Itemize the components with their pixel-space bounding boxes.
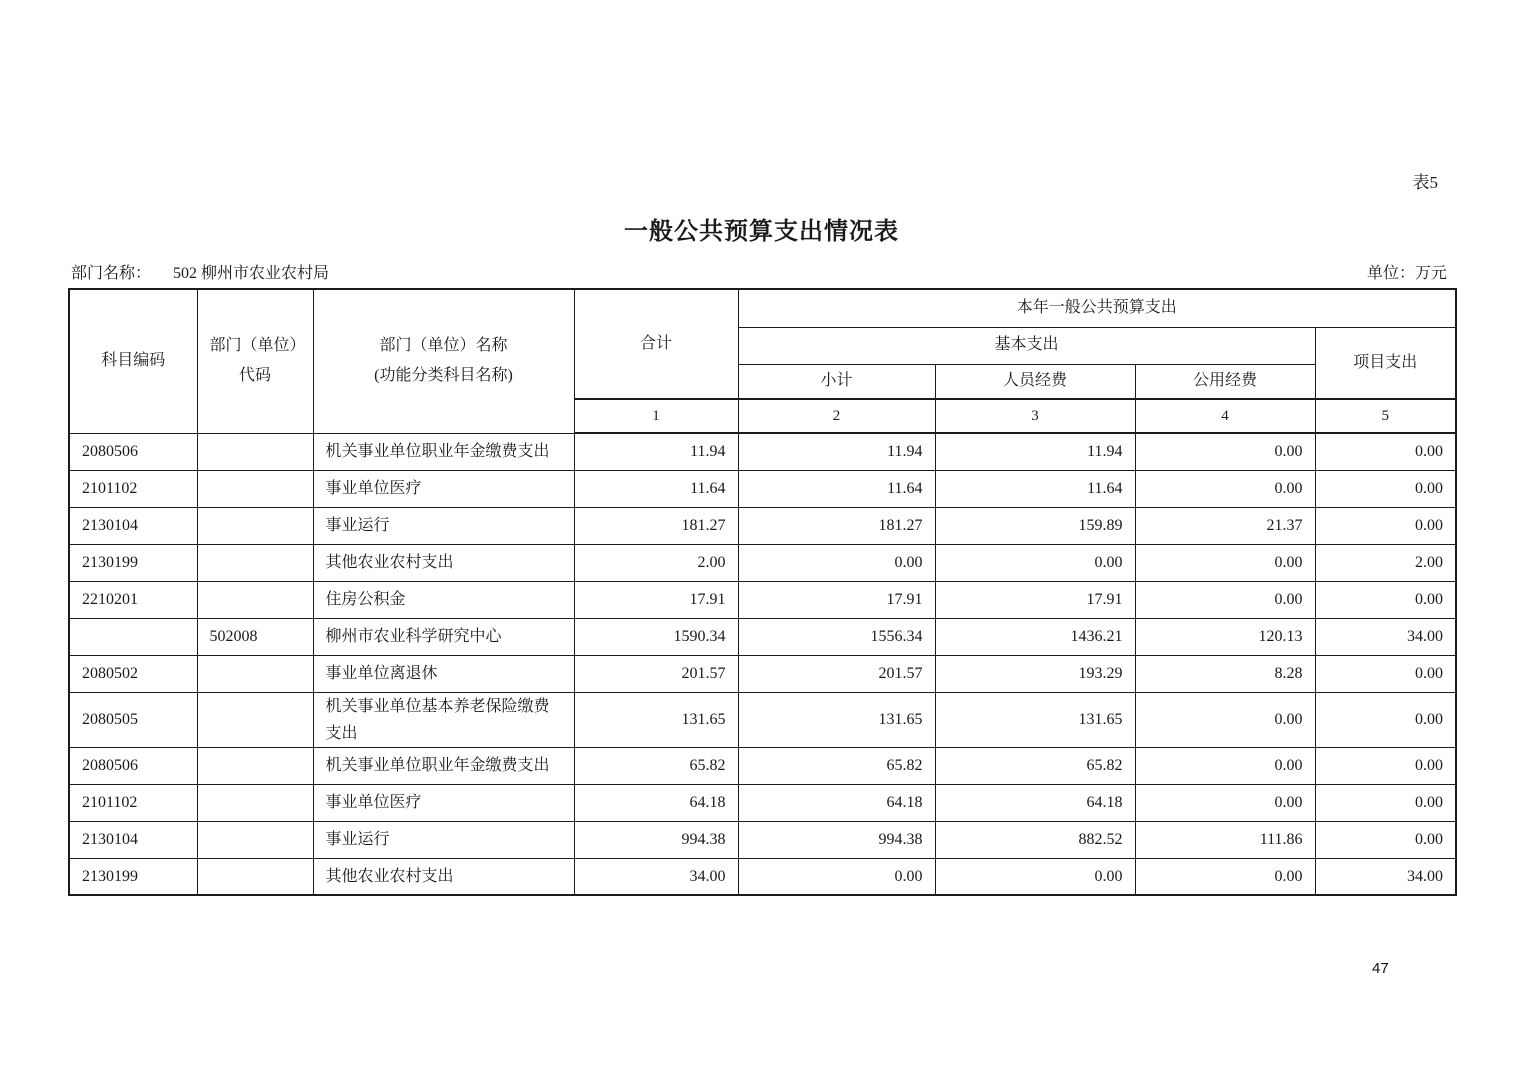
cell-personnel-expense: 882.52 <box>935 821 1135 858</box>
column-number: 1 <box>574 399 738 433</box>
cell-public-expense: 0.00 <box>1135 747 1315 784</box>
cell-dept-code <box>197 470 313 507</box>
table-row <box>69 618 1456 655</box>
cell-project-expense: 34.00 <box>1315 858 1456 895</box>
cell-project-expense: 0.00 <box>1315 433 1456 470</box>
cell-total: 11.64 <box>574 470 738 507</box>
table-row <box>69 581 1456 618</box>
cell-public-expense: 0.00 <box>1135 544 1315 581</box>
department-name <box>71 260 329 283</box>
cell-total: 201.57 <box>574 655 738 692</box>
cell-dept-code <box>197 507 313 544</box>
cell-name: 事业运行 <box>313 507 574 544</box>
table-row <box>69 692 1456 747</box>
cell-personnel-expense: 193.29 <box>935 655 1135 692</box>
header-total: 合计 <box>574 289 738 399</box>
cell-name: 其他农业农村支出 <box>313 544 574 581</box>
cell-subtotal: 181.27 <box>738 507 935 544</box>
cell-project-expense: 0.00 <box>1315 747 1456 784</box>
meta-row <box>71 260 1447 283</box>
cell-personnel-expense: 131.65 <box>935 692 1135 747</box>
table-row <box>69 544 1456 581</box>
cell-name: 事业单位离退休 <box>313 655 574 692</box>
cell-subject-code: 2080506 <box>69 747 197 784</box>
cell-dept-code <box>197 821 313 858</box>
cell-subject-code: 2130199 <box>69 544 197 581</box>
cell-dept-code <box>197 858 313 895</box>
cell-public-expense: 0.00 <box>1135 858 1315 895</box>
cell-personnel-expense: 1436.21 <box>935 618 1135 655</box>
cell-name: 事业单位医疗 <box>313 784 574 821</box>
cell-public-expense: 120.13 <box>1135 618 1315 655</box>
cell-subject-code: 2101102 <box>69 470 197 507</box>
department-label: 部门名称： <box>71 265 152 282</box>
cell-total: 11.94 <box>574 433 738 470</box>
cell-total: 64.18 <box>574 784 738 821</box>
cell-subtotal: 11.64 <box>738 470 935 507</box>
cell-public-expense: 0.00 <box>1135 692 1315 747</box>
budget-expenditure-table <box>68 288 1457 896</box>
cell-name: 住房公积金 <box>313 581 574 618</box>
header-dept-name: 部门（单位）名称 (功能分类科目名称) <box>313 289 574 433</box>
table-row <box>69 507 1456 544</box>
cell-subtotal: 131.65 <box>738 692 935 747</box>
cell-subtotal: 994.38 <box>738 821 935 858</box>
cell-name: 事业单位医疗 <box>313 470 574 507</box>
cell-total: 65.82 <box>574 747 738 784</box>
cell-dept-code <box>197 433 313 470</box>
cell-project-expense: 0.00 <box>1315 581 1456 618</box>
cell-subject-code: 2130104 <box>69 507 197 544</box>
table-row <box>69 470 1456 507</box>
cell-personnel-expense: 11.64 <box>935 470 1135 507</box>
cell-subtotal: 0.00 <box>738 544 935 581</box>
table-row <box>69 821 1456 858</box>
cell-dept-code <box>197 784 313 821</box>
cell-public-expense: 0.00 <box>1135 470 1315 507</box>
column-number: 5 <box>1315 399 1456 433</box>
cell-total: 34.00 <box>574 858 738 895</box>
cell-name: 事业运行 <box>313 821 574 858</box>
cell-total: 994.38 <box>574 821 738 858</box>
cell-dept-code <box>197 692 313 747</box>
cell-dept-code: 502008 <box>197 618 313 655</box>
cell-subject-code: 2080506 <box>69 433 197 470</box>
cell-name: 机关事业单位职业年金缴费支出 <box>313 747 574 784</box>
cell-dept-code <box>197 581 313 618</box>
header-basic-expenditure: 基本支出 <box>738 327 1315 364</box>
table-row <box>69 655 1456 692</box>
cell-public-expense: 8.28 <box>1135 655 1315 692</box>
cell-public-expense: 21.37 <box>1135 507 1315 544</box>
cell-personnel-expense: 0.00 <box>935 544 1135 581</box>
cell-subject-code: 2101102 <box>69 784 197 821</box>
header-public-expense: 公用经费 <box>1135 364 1315 399</box>
cell-project-expense: 0.00 <box>1315 470 1456 507</box>
cell-name: 机关事业单位职业年金缴费支出 <box>313 433 574 470</box>
cell-project-expense: 0.00 <box>1315 784 1456 821</box>
table-number-label: 表5 <box>1412 173 1438 192</box>
cell-public-expense: 0.00 <box>1135 784 1315 821</box>
cell-total: 17.91 <box>574 581 738 618</box>
cell-subtotal: 11.94 <box>738 433 935 470</box>
cell-subtotal: 201.57 <box>738 655 935 692</box>
cell-project-expense: 0.00 <box>1315 692 1456 747</box>
header-dept-code: 部门（单位） 代码 <box>197 289 313 433</box>
cell-total: 181.27 <box>574 507 738 544</box>
header-current-year-budget: 本年一般公共预算支出 <box>738 289 1456 327</box>
cell-subtotal: 1556.34 <box>738 618 935 655</box>
cell-project-expense: 0.00 <box>1315 655 1456 692</box>
cell-personnel-expense: 11.94 <box>935 433 1135 470</box>
unit-label: 单位：万元 <box>1366 265 1447 282</box>
cell-subtotal: 65.82 <box>738 747 935 784</box>
cell-total: 2.00 <box>574 544 738 581</box>
cell-subject-code: 2080502 <box>69 655 197 692</box>
table-row <box>69 858 1456 895</box>
department-value: 502 柳州市农业农村局 <box>173 265 330 282</box>
cell-public-expense: 0.00 <box>1135 581 1315 618</box>
cell-total: 131.65 <box>574 692 738 747</box>
cell-total: 1590.34 <box>574 618 738 655</box>
cell-public-expense: 0.00 <box>1135 433 1315 470</box>
cell-subtotal: 0.00 <box>738 858 935 895</box>
cell-project-expense: 0.00 <box>1315 821 1456 858</box>
cell-subject-code <box>69 618 197 655</box>
table-row <box>69 433 1456 470</box>
cell-public-expense: 111.86 <box>1135 821 1315 858</box>
cell-subject-code: 2130104 <box>69 821 197 858</box>
cell-subject-code: 2130199 <box>69 858 197 895</box>
column-number: 2 <box>738 399 935 433</box>
column-number: 3 <box>935 399 1135 433</box>
table-row <box>69 784 1456 821</box>
cell-name: 柳州市农业科学研究中心 <box>313 618 574 655</box>
cell-project-expense: 2.00 <box>1315 544 1456 581</box>
page-title: 一般公共预算支出情况表 <box>624 219 899 245</box>
column-number: 4 <box>1135 399 1315 433</box>
cell-subtotal: 64.18 <box>738 784 935 821</box>
cell-personnel-expense: 64.18 <box>935 784 1135 821</box>
page-number: 47 <box>1372 960 1389 977</box>
cell-personnel-expense: 159.89 <box>935 507 1135 544</box>
header-personnel-expense: 人员经费 <box>935 364 1135 399</box>
cell-name: 其他农业农村支出 <box>313 858 574 895</box>
header-subtotal: 小计 <box>738 364 935 399</box>
header-subject-code: 科目编码 <box>69 289 197 433</box>
cell-subject-code: 2210201 <box>69 581 197 618</box>
cell-name: 机关事业单位基本养老保险缴费支出 <box>313 692 574 747</box>
cell-project-expense: 0.00 <box>1315 507 1456 544</box>
header-project-expense: 项目支出 <box>1315 327 1456 399</box>
cell-dept-code <box>197 747 313 784</box>
cell-subject-code: 2080505 <box>69 692 197 747</box>
cell-dept-code <box>197 655 313 692</box>
table-row <box>69 747 1456 784</box>
cell-dept-code <box>197 544 313 581</box>
cell-personnel-expense: 65.82 <box>935 747 1135 784</box>
cell-project-expense: 34.00 <box>1315 618 1456 655</box>
cell-personnel-expense: 0.00 <box>935 858 1135 895</box>
cell-personnel-expense: 17.91 <box>935 581 1135 618</box>
cell-subtotal: 17.91 <box>738 581 935 618</box>
